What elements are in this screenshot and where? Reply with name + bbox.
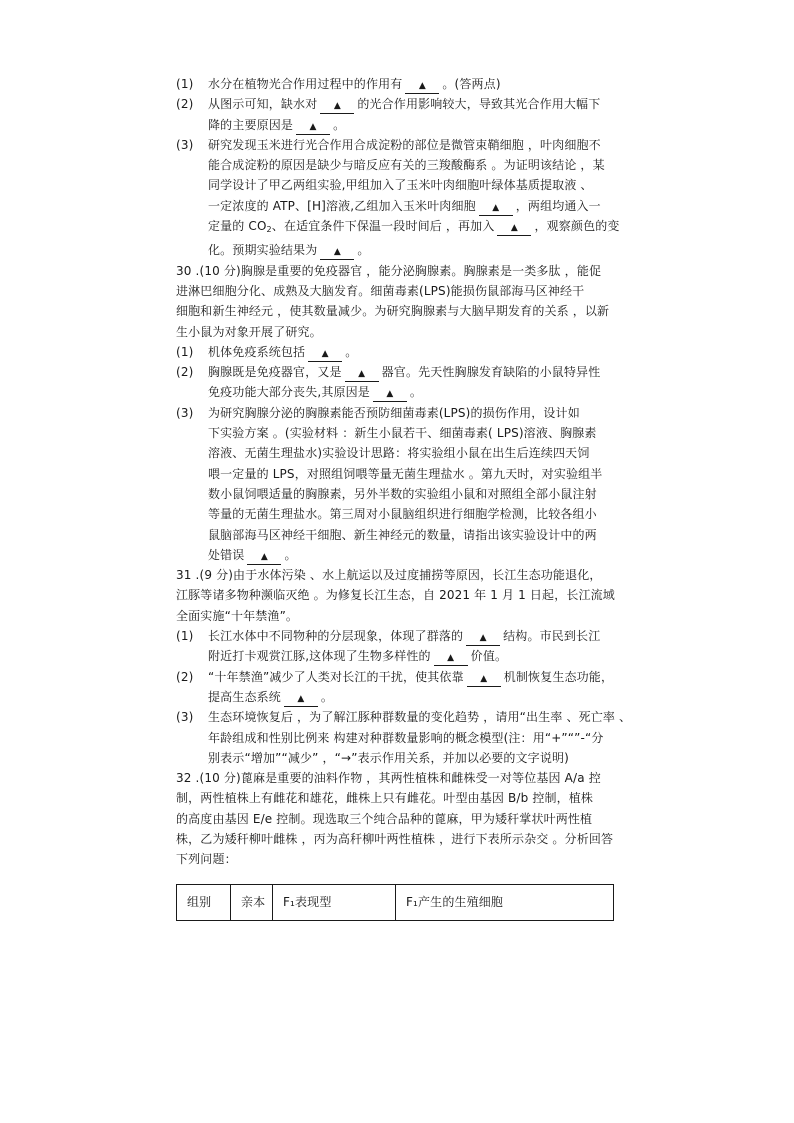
- question-text: 溶液、无菌生理盐水)实验设计思路：将实验组小鼠在出生后连续四天饲: [208, 446, 590, 461]
- question-text: 免疫功能大部分丧失,其原因是: [208, 385, 370, 400]
- answer-blank[interactable]: [466, 629, 500, 646]
- question-text: 降的主要原因是: [208, 117, 294, 132]
- exam-page: [176, 74, 632, 921]
- question-text: 年龄组成和性别比例来 构建对种群数量影响的概念模型(注：用“+”“”-“分: [208, 730, 604, 745]
- question-text: 胸腺既是免疫器官，又是: [208, 365, 342, 380]
- question-text: 。: [357, 243, 370, 258]
- blank-marker-icon: ▲: [418, 81, 426, 91]
- question-text: 等量的无菌生理盐水。第三周对小鼠脑组织进行细胞学检测，比较各组小: [208, 507, 597, 522]
- question-text: 别表示“增加”“减少” ，“→”表示作用关系，并加以必要的文字说明): [208, 750, 569, 765]
- blank-marker-icon: ▲: [309, 121, 317, 132]
- subscript: 2: [266, 225, 272, 235]
- question-text: 机体免疫系统包括: [208, 344, 306, 359]
- question-text: 。: [284, 547, 297, 562]
- question-text: 江豚等诸多物种濒临灭绝 。为修复长江生态，自 2021 年 1 月 1 日起，长江流域: [176, 588, 615, 603]
- question-text: 30 .(10 分)胸腺是重要的免疫器官 ，能分泌胸腺素。胸腺素是一类多肽 ，能促: [176, 263, 602, 278]
- question-text: 。(答两点): [442, 77, 501, 91]
- answer-blank[interactable]: [320, 243, 354, 260]
- answer-blank[interactable]: [308, 345, 342, 362]
- question-text: 同学设计了甲乙两组实验,甲组加入了玉米叶肉细胞叶绿体基质提取液 、: [208, 178, 593, 193]
- q29-sub3: [176, 135, 620, 261]
- q29-sub2: [176, 94, 616, 135]
- sub-number: (3): [176, 137, 194, 152]
- question-text: “十年禁渔”减少了人类对长江的干扰，使其依靠: [208, 669, 464, 684]
- question-text: 、在适宜条件下保温一段时间后 ，再加入: [271, 219, 495, 234]
- question-text: 机制恢复生态功能，: [503, 669, 614, 684]
- table-header-row: [177, 884, 614, 920]
- q31-stem: [176, 565, 616, 626]
- question-text: 全面实施“十年禁渔”。: [176, 608, 299, 623]
- blank-marker-icon: ▲: [297, 693, 305, 704]
- q31-sub3: [176, 707, 632, 768]
- answer-blank[interactable]: [479, 199, 513, 216]
- answer-blank[interactable]: [247, 548, 281, 565]
- question-text: 结构。市民到长江: [503, 629, 601, 644]
- question-text: 31 .(9 分)由于水体污染 、水上航运以及过度捕捞等原因，长江生态功能退化，: [176, 568, 602, 583]
- question-text: ，两组均通入一: [515, 198, 601, 213]
- sub-number: (2): [176, 669, 194, 684]
- question-text: 的高度由基因 E/e 控制。现选取三个纯合品种的蓖麻，甲为矮秆掌状叶两性植: [176, 811, 593, 826]
- sub-number: (2): [176, 97, 194, 112]
- question-text: 32 .(10 分)蓖麻是重要的油料作物 ，其两性植株和雌株受一对等位基因 A/a 控: [176, 771, 601, 786]
- answer-blank[interactable]: [373, 385, 407, 402]
- table-header-cell: F₁表现型: [273, 884, 396, 920]
- answer-blank[interactable]: [405, 77, 439, 94]
- question-text: 下列问题：: [176, 852, 237, 867]
- question-text: 化。预期实验结果为: [208, 243, 318, 258]
- answer-blank[interactable]: [497, 219, 531, 236]
- blank-marker-icon: ▲: [510, 223, 518, 234]
- question-text: 价值。: [470, 649, 508, 664]
- q30-sub1: [176, 342, 616, 362]
- answer-blank[interactable]: [284, 690, 318, 707]
- question-text: 。: [409, 385, 423, 400]
- question-text: 数小鼠饲喂适量的胸腺素，另外半数的实验组小鼠和对照组全部小鼠注射: [208, 486, 597, 501]
- question-text: 下实验方案 。(实验材料 ：新生小鼠若干、细菌毒素( LPS)溶液、胸腺素: [208, 426, 597, 441]
- question-text: 喂一定量的 LPS，对照组饲喂等量无菌生理盐水 。第九天时，对实验组半: [208, 466, 603, 481]
- blank-marker-icon: ▲: [479, 633, 487, 644]
- q32-stem: [176, 768, 616, 869]
- question-text: 鼠脑部海马区神经干细胞、新生神经元的数量，请指出该实验设计中的两: [208, 527, 597, 542]
- table-header-cell: 组别: [177, 884, 231, 920]
- question-text: 。: [345, 344, 358, 359]
- question-text: 从图示可知，缺水对: [208, 97, 318, 112]
- question-text: 细胞和新生神经元 ，使其数量减少。为研究胸腺素与大脑早期发育的关系 ，以新: [176, 304, 610, 319]
- blank-marker-icon: ▲: [333, 101, 341, 112]
- question-text: 提高生态系统: [208, 689, 281, 704]
- sub-number: (3): [176, 710, 194, 725]
- sub-number: (1): [176, 344, 194, 359]
- table-header-cell: 亲本: [231, 884, 273, 920]
- answer-blank[interactable]: [320, 97, 354, 114]
- answer-blank[interactable]: [296, 118, 330, 135]
- cross-table: [176, 884, 614, 921]
- sub-number: (3): [176, 405, 194, 420]
- blank-marker-icon: ▲: [386, 389, 394, 400]
- sub-number: (1): [176, 629, 194, 644]
- q30-sub3: [176, 403, 616, 565]
- blank-marker-icon: ▲: [447, 653, 455, 664]
- question-text: 。: [320, 689, 334, 704]
- question-text: 进淋巴细胞分化、成熟及大脑发育。细菌毒素(LPS)能损伤鼠部海马区神经干: [176, 283, 585, 298]
- q31-sub1: [176, 626, 616, 667]
- question-text: 的光合作用影响较大，导致其光合作用大幅下: [357, 97, 601, 112]
- blank-marker-icon: ▲: [492, 202, 500, 213]
- question-text: 器官。先天性胸腺发育缺陷的小鼠特异性: [381, 365, 601, 380]
- question-text: 能合成淀粉的原因是缺少与暗反应有关的三羧酸酶系 。为证明该结论 ，某: [208, 158, 605, 173]
- blank-marker-icon: ▲: [333, 247, 341, 258]
- blank-marker-icon: ▲: [260, 551, 268, 562]
- question-text: 。: [333, 117, 346, 132]
- question-text: 定量的 CO: [208, 219, 267, 234]
- blank-marker-icon: ▲: [321, 348, 329, 359]
- question-text: 长江水体中不同物种的分层现象，体现了群落的: [208, 629, 464, 644]
- q31-sub2: [176, 667, 616, 708]
- question-text: 一定浓度的 ATP、[H]溶液,乙组加入玉米叶肉细胞: [208, 198, 476, 213]
- question-text: 处错误: [208, 547, 245, 562]
- sub-number: (2): [176, 365, 194, 380]
- question-text: 为研究胸腺分泌的胸腺素能否预防细菌毒素(LPS)的损伤作用，设计如: [208, 405, 580, 420]
- blank-marker-icon: ▲: [480, 673, 488, 684]
- q30-stem: [176, 261, 616, 342]
- question-text: 制，两性植株上有雌花和雄花，雌株上只有雌花。叶型由基因 B/b 控制，植株: [176, 791, 594, 806]
- q29-sub1: [176, 74, 616, 94]
- question-text: 附近打卡观赏江豚,这体现了生物多样性的: [208, 649, 431, 664]
- question-text: 水分在植物光合作用过程中的作用有: [208, 77, 403, 91]
- question-text: 生态环境恢复后 ，为了解江豚种群数量的变化趋势 ，请用“出生率 、死亡率 、: [208, 710, 632, 725]
- answer-blank[interactable]: [345, 365, 379, 382]
- q30-sub2: [176, 362, 616, 403]
- question-text: 株，乙为矮秆柳叶雌株 ，丙为高秆柳叶两性植株 ，进行下表所示杂交 。分析回答: [176, 831, 614, 846]
- answer-blank[interactable]: [434, 649, 468, 666]
- question-text: 生小鼠为对象开展了研究。: [176, 324, 322, 339]
- answer-blank[interactable]: [467, 670, 501, 687]
- blank-marker-icon: ▲: [358, 369, 366, 380]
- sub-number: (1): [176, 77, 194, 91]
- table-header-cell: F₁产生的生殖细胞: [396, 884, 614, 920]
- question-text: ，观察颜色的变: [534, 219, 620, 234]
- question-text: 研究发现玉米进行光合作用合成淀粉的部位是微管束鞘细胞 ，叶肉细胞不: [208, 137, 601, 152]
